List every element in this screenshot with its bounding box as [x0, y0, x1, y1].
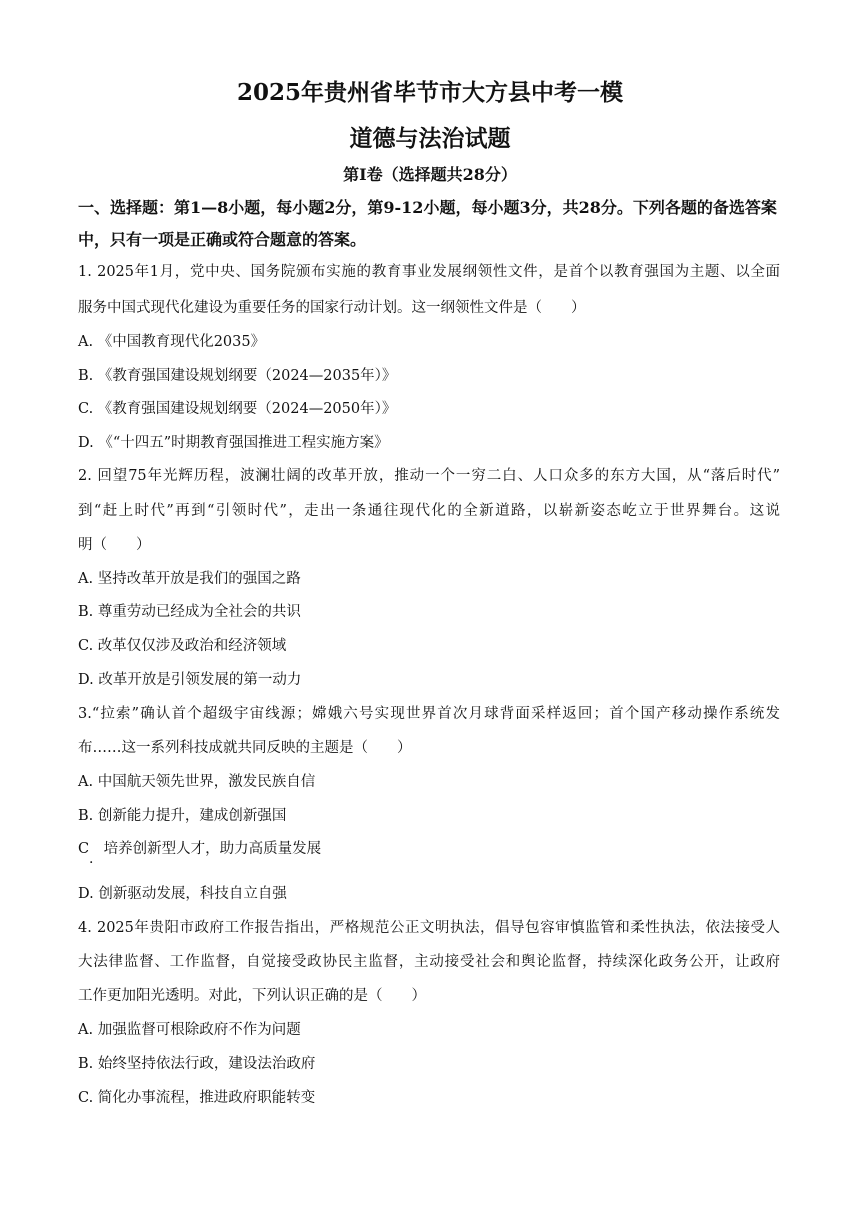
question-3-option-d: D. 创新驱动发展，科技自立自强 — [78, 886, 287, 902]
question-2-option-c: C. 改革仅仅涉及政治和经济领域 — [78, 638, 287, 654]
subject-title: 道德与法治试题 — [349, 125, 511, 152]
question-3-option-a: A. 中国航天领先世界，激发民族自信 — [78, 774, 316, 790]
question-4-line-1: 4. 2025年贵阳市政府工作报告指出，严格规范公正文明执法，倡导包容审慎监管和柔性执法，依法接受人 — [78, 920, 780, 936]
question-3-option-c: C 培养创新型人才，助力高质量发展 — [78, 841, 322, 857]
part-heading: 第Ⅰ卷（选择题共28分） — [343, 165, 517, 184]
question-3-line-1: 3.“拉索”确认首个超级宇宙线源；嫦娥六号实现世界首次月球背面采样返回；首个国产移动操作系统发 — [78, 706, 780, 722]
question-2-line-2: 到“赶上时代”再到“引领时代”，走出一条通往现代化的全新道路，以崭新姿态屹立于世界舞台。这说 — [78, 503, 780, 519]
question-4-option-a: A. 加强监督可根除政府不作为问题 — [78, 1022, 301, 1038]
question-1-option-b: B. 《教育强国建设规划纲要（2024—2035年）》 — [78, 368, 397, 384]
question-3-line-2: 布……这一系列科技成就共同反映的主题是（ ） — [78, 740, 412, 756]
question-1-option-c: C. 《教育强国建设规划纲要（2024—2050年）》 — [78, 401, 397, 417]
question-1-line-1: 1. 2025年1月，党中央、国务院颁布实施的教育事业发展纲领性文件，是首个以教育强国为主题、以全面 — [78, 264, 780, 280]
question-4-option-c: C. 简化办事流程，推进政府职能转变 — [78, 1090, 316, 1106]
question-4-option-b: B. 始终坚持依法行政，建设法治政府 — [78, 1056, 316, 1072]
question-2-line-1: 2. 回望75年光辉历程，波澜壮阔的改革开放，推动一个一穷二白、人口众多的东方大国，从“落后时代” — [78, 468, 780, 484]
question-1-option-d: D. 《“十四五”时期教育强国推进工程实施方案》 — [78, 435, 389, 451]
exam-title: 2025年贵州省毕节市大方县中考一模 — [236, 79, 623, 106]
question-1-option-a: A. 《中国教育现代化2035》 — [78, 334, 266, 350]
question-2-option-b: B. 尊重劳动已经成为全社会的共识 — [78, 604, 301, 620]
question-2-option-a: A. 坚持改革开放是我们的强国之路 — [78, 571, 301, 587]
question-1-line-2: 服务中国式现代化建设为重要任务的国家行动计划。这一纲领性文件是（ ） — [78, 300, 586, 316]
question-4-line-3: 工作更加阳光透明。对此，下列认识正确的是（ ） — [78, 988, 426, 1004]
question-2-line-3: 明（ ） — [78, 537, 151, 553]
question-3-option-b: B. 创新能力提升，建成创新强国 — [78, 808, 287, 824]
question-2-option-d: D. 改革开放是引领发展的第一动力 — [78, 672, 302, 688]
section-instruction: 一、选择题：第1—8小题，每小题2分，第9-12小题，每小题3分，共28分。下列各题的备选答案中，只有一项是正确或符合题意的答案。 — [78, 198, 777, 249]
stray-dot-mark: · — [89, 855, 94, 871]
question-4-line-2: 大法律监督、工作监督，自觉接受政协民主监督，主动接受社会和舆论监督，持续深化政务公开，让政府 — [78, 954, 780, 970]
